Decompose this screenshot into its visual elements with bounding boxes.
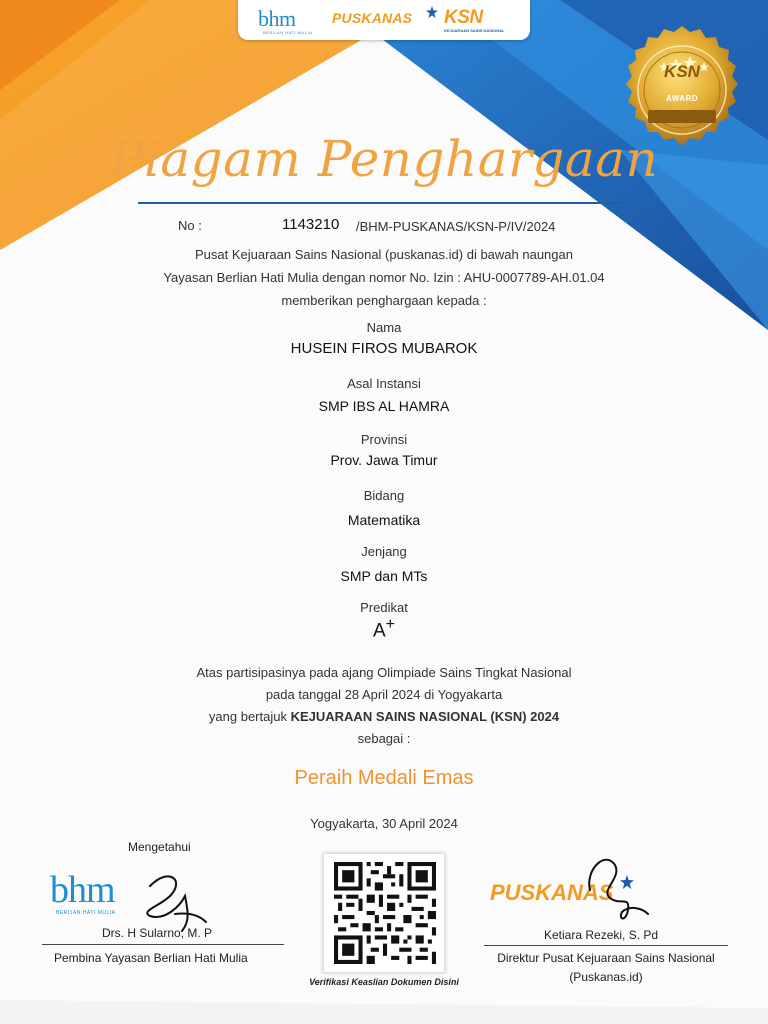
puskanas-signature-logo: PUSKANAS: [490, 880, 614, 905]
title-underline: [138, 202, 630, 204]
participation-line-1: Atas partisipasinya pada ajang Olimpiade Sains Tingkat Nasional: [196, 665, 572, 680]
left-signature-line: [42, 944, 284, 945]
participation-line-3-prefix: yang bertajuk: [208, 709, 291, 724]
ksn-logo: KSN: [444, 7, 483, 28]
participation-line-3: [0, 707, 768, 727]
bhm-logo: bhm: [258, 6, 296, 31]
instansi-value: SMP IBS AL HAMRA: [318, 398, 450, 414]
predikat-value-wrap: [0, 616, 768, 642]
award-title: Peraih Medali Emas: [294, 767, 474, 789]
award-seal-brand: KSN: [664, 62, 700, 81]
right-signer-title-1: Direktur Pusat Kejuaraan Sains Nasional: [497, 951, 715, 965]
qr-caption: Verifikasi Keaslian Dokumen Disini: [309, 977, 459, 987]
jenjang-value: SMP dan MTs: [340, 568, 428, 584]
bhm-logo-subtitle: BERLIAN HATI MULIA: [263, 30, 313, 35]
right-signature-line: [484, 945, 728, 946]
nama-label: Nama: [366, 320, 402, 335]
participation-line-4: sebagai :: [357, 731, 411, 746]
instansi-label: Asal Instansi: [347, 376, 421, 391]
provinsi-value: Prov. Jawa Timur: [330, 452, 438, 468]
jenjang-label: Jenjang: [361, 544, 407, 559]
event-name: KEJUARAAN SAINS NASIONAL (KSN) 2024: [290, 709, 560, 724]
participation-line-2: pada tanggal 28 April 2024 di Yogyakarta: [265, 687, 503, 702]
predikat-label: Predikat: [360, 600, 408, 615]
certificate-number-suffix: /BHM-PUSKANAS/KSN-P/IV/2024: [356, 219, 556, 234]
nama-value: HUSEIN FIROS MUBAROK: [290, 340, 478, 357]
intro-line-2: Yayasan Berlian Hati Mulia dengan nomor No. Izin : AHU-0007789-AH.01.04: [163, 270, 605, 285]
verification-qr-code[interactable]: [323, 853, 445, 973]
provinsi-label: Provinsi: [360, 432, 408, 447]
mengetahui-label: Mengetahui: [128, 840, 191, 854]
left-signer-title: Pembina Yayasan Berlian Hati Mulia: [54, 951, 248, 965]
qr-code-icon: [334, 862, 436, 964]
right-signature-scribble: [560, 850, 660, 930]
ksn-logo-subtitle: KEJUARAAN SAINS NASIONAL: [444, 28, 505, 33]
intro-line-3: memberikan penghargaan kepada :: [281, 293, 487, 308]
certificate-title: Piagam Penghargaan: [109, 130, 659, 188]
puskanas-logo: PUSKANAS: [332, 10, 413, 26]
bhm-signature-logo-subtitle: BERLIAN HATI MULIA: [56, 910, 116, 916]
predikat-value: A: [372, 620, 386, 642]
bidang-label: Bidang: [363, 488, 405, 503]
certificate-number: 1143210: [282, 216, 340, 233]
left-signer-name: Drs. H Sularno, M. P: [102, 926, 213, 940]
predikat-superscript: +: [385, 616, 396, 633]
right-signer-title-2: (Puskanas.id): [569, 970, 643, 984]
bhm-signature-logo: bhm: [50, 869, 115, 911]
award-seal-label: AWARD: [665, 94, 699, 103]
star-icon: [426, 6, 438, 18]
right-signer-name: Ketiara Rezeki, S. Pd: [544, 928, 659, 942]
bidang-value: Matematika: [347, 512, 421, 528]
intro-line-1: Pusat Kejuaraan Sains Nasional (puskanas.id) di bawah naungan: [195, 247, 573, 262]
number-label: No :: [178, 218, 202, 233]
place-date: Yogyakarta, 30 April 2024: [310, 816, 458, 831]
